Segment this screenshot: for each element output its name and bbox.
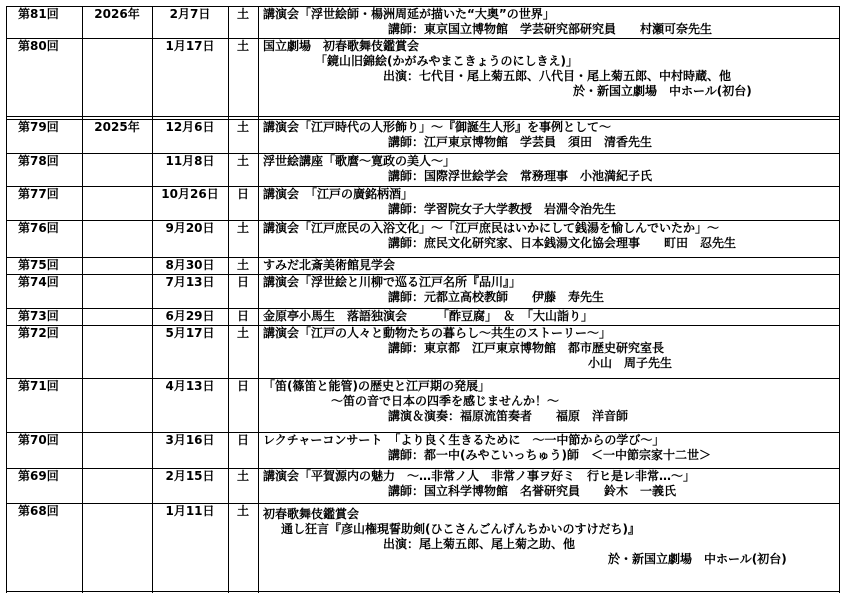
event-weekday: 日 <box>236 379 249 393</box>
column-divider <box>228 6 229 593</box>
event-year <box>82 326 152 378</box>
event-year <box>82 504 152 591</box>
event-date: 8月30日 <box>165 258 215 272</box>
event-date: 12月6日 <box>165 120 215 134</box>
event-cast: 出演：七代目・尾上菊五郎、八代目・尾上菊五郎、中村時蔵、他 <box>383 69 732 83</box>
event-number: 第75回 <box>18 258 59 272</box>
event-description <box>258 326 840 378</box>
event-title: 講演会「江戸の人々と動物たちの暮らし～共生のストーリー～」 <box>263 326 612 340</box>
table-row <box>6 186 840 220</box>
event-date: 10月26日 <box>161 187 219 201</box>
event-description <box>258 433 840 468</box>
event-weekday: 土 <box>236 39 249 53</box>
table-row <box>6 503 840 592</box>
event-venue: 於・新国立劇場 中ホール(初台) <box>608 552 787 566</box>
event-lecturer: 講師：東京都 江戸東京博物館 都市歴史研究室長 <box>388 341 665 355</box>
event-title: 講演会 「江戸の廣銘柄酒」 <box>263 187 414 201</box>
table-row <box>6 38 840 116</box>
event-description <box>258 309 840 325</box>
table-row <box>6 119 840 153</box>
event-date: 4月13日 <box>165 379 215 393</box>
event-weekday: 土 <box>236 154 249 168</box>
event-date: 3月16日 <box>165 433 215 447</box>
column-divider <box>258 6 259 593</box>
event-date: 1月17日 <box>165 39 215 53</box>
event-number: 第69回 <box>18 469 59 483</box>
event-description <box>258 120 840 153</box>
event-year: 2025年 <box>94 120 140 134</box>
event-description <box>258 469 840 503</box>
event-title: 浮世絵講座「歌麿～寛政の美人～」 <box>263 154 456 168</box>
event-lecturer: 講師：国際浮世絵学会 常務理事 小池満紀子氏 <box>388 169 653 183</box>
event-cast: 出演：尾上菊五郎、尾上菊之助、他 <box>383 537 576 551</box>
event-year <box>82 309 152 325</box>
event-year <box>82 379 152 432</box>
event-date: 6月29日 <box>165 309 215 323</box>
table-row <box>6 468 840 503</box>
event-number: 第73回 <box>18 309 59 323</box>
event-description <box>258 7 840 38</box>
event-subtitle: ～笛の音で日本の四季を感じませんか！～ <box>331 394 560 408</box>
event-title: 講演会「浮世絵師・楊洲周延が描いた“大奥”の世界」 <box>263 7 555 21</box>
column-divider <box>82 6 83 593</box>
table-row <box>6 6 840 38</box>
event-number: 第77回 <box>18 187 59 201</box>
table-row <box>6 378 840 432</box>
event-year <box>82 154 152 186</box>
event-date: 7月13日 <box>165 275 215 289</box>
event-year <box>82 469 152 503</box>
event-lecturer: 講演＆演奏：福原流笛奏者 福原 洋音師 <box>388 409 629 423</box>
event-lecturer: 講師：庶民文化研究家、日本銭湯文化協会理事 町田 忍先生 <box>388 236 737 250</box>
event-lecturer: 講師：東京国立博物館 学芸研究部研究員 村瀬可奈先生 <box>388 22 713 36</box>
event-year: 2026年 <box>94 7 140 21</box>
event-title: 「笛(篠笛と能管)の歴史と江戸期の発展」 <box>263 379 490 393</box>
event-lecturer: 講師：元都立高校教師 伊藤 寿先生 <box>388 290 605 304</box>
event-description <box>258 39 840 116</box>
event-weekday: 日 <box>236 433 249 447</box>
event-weekday: 日 <box>236 275 249 289</box>
event-description <box>258 221 840 257</box>
event-number: 第68回 <box>18 504 59 518</box>
table-row <box>6 153 840 186</box>
event-description <box>258 154 840 186</box>
event-number: 第72回 <box>18 326 59 340</box>
year-separator-line <box>6 116 840 117</box>
event-weekday: 土 <box>236 120 249 134</box>
event-year <box>82 187 152 220</box>
event-description <box>258 187 840 220</box>
event-subtitle: 通し狂言『彦山権現誓助剣(ひこさんごんげんちかいのすけだち)』 <box>281 522 640 536</box>
event-description <box>258 258 840 274</box>
table-row <box>6 308 840 325</box>
table-row <box>6 432 840 468</box>
event-year <box>82 258 152 274</box>
event-title: 金原亭小馬生 落語独演会 「酢豆腐」 ＆ 「大山詣り」 <box>263 309 594 323</box>
event-number: 第74回 <box>18 275 59 289</box>
event-weekday: 日 <box>236 309 249 323</box>
event-title: 国立劇場 初春歌舞伎鑑賞会 <box>263 39 420 53</box>
event-lecturer: 講師：都一中(みやこいっちゅう)師 ＜一中節宗家十二世＞ <box>388 448 711 462</box>
event-year <box>82 221 152 257</box>
event-subtitle: 「鏡山旧錦絵(かがみやまこきょうのにしきえ)」 <box>315 54 578 68</box>
event-number: 第70回 <box>18 433 59 447</box>
event-title: 初春歌舞伎鑑賞会 <box>263 507 360 521</box>
event-weekday: 日 <box>236 187 249 201</box>
event-lecturer-name: 小山 周子先生 <box>588 356 673 370</box>
event-date: 11月8日 <box>165 154 215 168</box>
event-title: 講演会「江戸時代の人形飾り」～『御誕生人形』を事例として～ <box>263 120 612 134</box>
event-title: レクチャーコンサート 「より良く生きるために ～一中節からの学び～」 <box>263 433 665 447</box>
table-row <box>6 274 840 308</box>
table-row <box>6 220 840 257</box>
event-lecturer: 講師：学習院女子大学教授 岩淵令治先生 <box>388 202 617 216</box>
event-date: 1月11日 <box>165 504 215 518</box>
event-weekday: 土 <box>236 504 249 518</box>
event-description <box>258 275 840 308</box>
event-year <box>82 433 152 468</box>
event-title: 講演会「平賀源内の魅力 ～…非常ノ人 非常ノ事ヲ好ミ 行ヒ是レ非常…～」 <box>263 469 696 483</box>
event-year <box>82 275 152 308</box>
event-title: すみだ北斎美術館見学会 <box>263 258 396 272</box>
event-history-table <box>6 6 840 592</box>
event-title: 講演会「江戸庶民の入浴文化」～「江戸庶民はいかにして銭湯を愉しんでいたか」～ <box>263 221 720 235</box>
event-venue: 於・新国立劇場 中ホール(初台) <box>573 84 752 98</box>
event-weekday: 土 <box>236 258 249 272</box>
event-weekday: 土 <box>236 469 249 483</box>
event-number: 第81回 <box>18 7 59 21</box>
event-number: 第71回 <box>18 379 59 393</box>
event-weekday: 土 <box>236 7 249 21</box>
table-row <box>6 257 840 274</box>
table-border-left <box>6 6 7 593</box>
event-year <box>82 39 152 116</box>
table-row <box>6 325 840 378</box>
column-divider <box>152 6 153 593</box>
event-number: 第78回 <box>18 154 59 168</box>
event-weekday: 土 <box>236 326 249 340</box>
event-date: 9月20日 <box>165 221 215 235</box>
event-date: 2月7日 <box>169 7 211 21</box>
event-description <box>258 504 840 591</box>
event-title: 講演会「浮世絵と川柳で巡る江戸名所『品川』」 <box>263 275 522 289</box>
event-weekday: 土 <box>236 221 249 235</box>
table-border-right <box>839 6 840 593</box>
event-number: 第76回 <box>18 221 59 235</box>
event-description <box>258 379 840 432</box>
event-number: 第80回 <box>18 39 59 53</box>
event-lecturer: 講師：江戸東京博物館 学芸員 須田 清香先生 <box>388 135 653 149</box>
event-date: 5月17日 <box>165 326 215 340</box>
event-date: 2月15日 <box>165 469 215 483</box>
event-number: 第79回 <box>18 120 59 134</box>
event-lecturer: 講師：国立科学博物館 名誉研究員 鈴木 一義氏 <box>388 484 677 498</box>
